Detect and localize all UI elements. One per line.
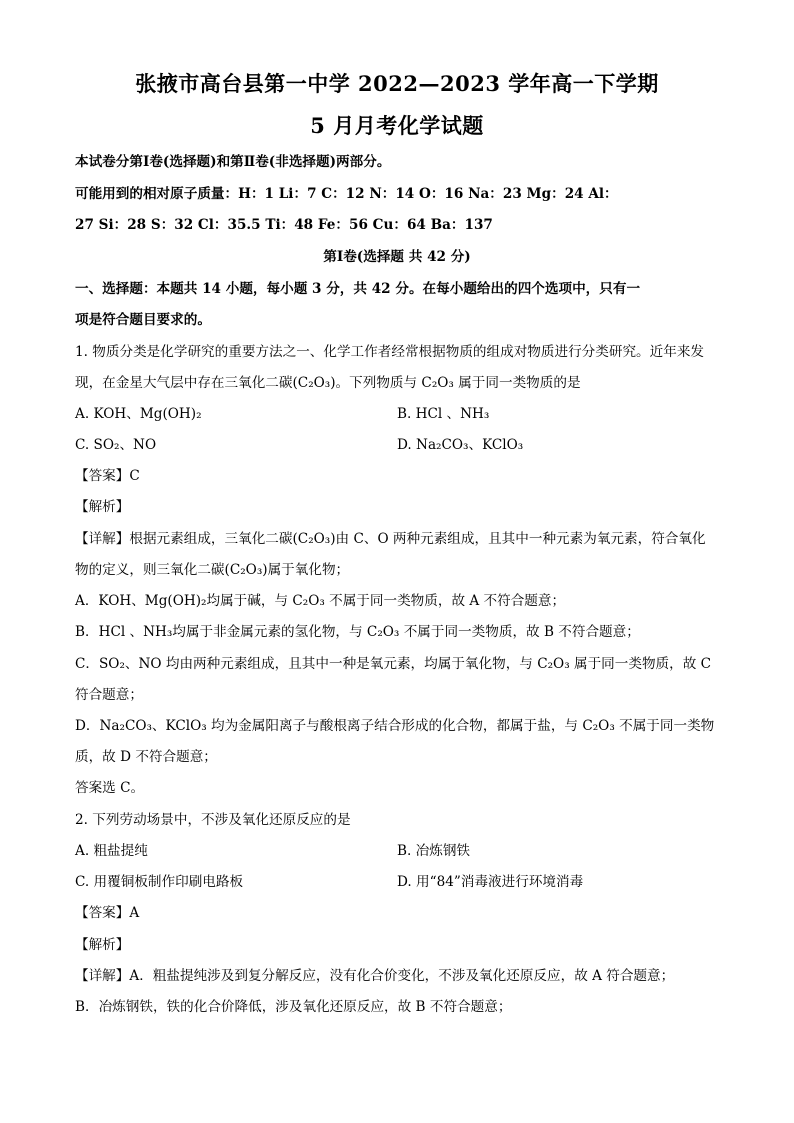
q1-detail-line2: 物的定义，则三氧化二碳(C₂O₃)属于氧化物；	[75, 562, 350, 578]
q1-detail-c1: C．SO₂、NO 均由两种元素组成，且其中一种是氧元素，均属于氧化物，与 C₂O₃ 属于同一类物质，故 C	[75, 656, 712, 672]
q2-option-b: B. 冶炼钢铁	[397, 843, 471, 859]
q1-option-a: A. KOH、Mg(OH)₂	[75, 406, 202, 422]
q2-analysis-label: 【解析】	[75, 937, 130, 953]
q2-option-d: D. 用“84”消毒液进行环境消毒	[397, 874, 584, 890]
q2-option-a: A. 粗盐提纯	[75, 843, 148, 859]
q2-stem: 2. 下列劳动场景中，不涉及氧化还原反应的是	[75, 812, 351, 828]
q1-detail-d1: D．Na₂CO₃、KClO₃ 均为金属阳离子与酸根离子结合形成的化合物，都属于盐，与 C₂O₃ 不属于同一类物	[75, 718, 715, 734]
q2-detail-b: B．冶炼钢铁，铁的化合价降低，涉及氧化还原反应，故 B 不符合题意；	[75, 999, 512, 1015]
q1-detail-a: A．KOH、Mg(OH)₂均属于碱，与 C₂O₃ 不属于同一类物质，故 A 不符合题意；	[75, 593, 566, 609]
q1-option-b: B. HCl 、NH₃	[397, 406, 490, 422]
q1-option-d: D. Na₂CO₃、KClO₃	[397, 437, 524, 453]
q1-detail-d2: 质，故 D 不符合题意；	[75, 749, 217, 765]
q2-detail-a: 【详解】A．粗盐提纯涉及到复分解反应，没有化合价变化，不涉及氧化还原反应，故 A 符合题意；	[75, 968, 675, 984]
q1-answer: 【答案】C	[75, 468, 140, 484]
q1-detail-c2: 符合题意；	[75, 687, 143, 703]
q1-detail-line1: 【详解】根据元素组成，三氧化二碳(C₂O₃)由 C、O 两种元素组成，且其中一种元素为氧元素，符合氧化	[75, 531, 706, 547]
section-instruction-line2: 项是符合题目要求的。	[75, 312, 211, 328]
intro-line: 本试卷分第Ⅰ卷(选择题)和第Ⅱ卷(非选择题)两部分。	[75, 154, 391, 170]
q1-stem-line1: 1. 物质分类是化学研究的重要方法之一、化学工作者经常根据物质的组成对物质进行分类研究。近年来发	[75, 344, 705, 360]
q1-analysis-label: 【解析】	[75, 499, 130, 515]
document-title-line2: 5 月月考化学试题	[310, 113, 484, 138]
document-title-line1: 张掖市高台县第一中学 2022—2023 学年高一下学期	[135, 71, 659, 96]
q2-option-c: C. 用覆铜板制作印刷电路板	[75, 874, 244, 890]
q1-detail-b: B．HCl 、NH₃均属于非金属元素的氢化物，与 C₂O₃ 不属于同一类物质，故 B 不符合题意；	[75, 624, 640, 640]
q2-answer: 【答案】A	[75, 905, 140, 921]
atomic-mass-line2: 27 Si：28 S：32 Cl：35.5 Ti：48 Fe：56 Cu：64 Ba：137	[75, 217, 493, 233]
q1-option-c: C. SO₂、NO	[75, 437, 157, 453]
section-title: 第Ⅰ卷(选择题 共 42 分)	[323, 249, 471, 265]
q1-stem-line2: 现，在金星大气层中存在三氧化二碳(C₂O₃)。下列物质与 C₂O₃ 属于同一类物质的是	[75, 375, 581, 391]
atomic-mass-line1: 可能用到的相对原子质量：H：1 Li：7 C：12 N：14 O：16 Na：23 Mg：24 Al：	[75, 186, 618, 202]
q1-conclusion: 答案选 C。	[75, 780, 145, 796]
section-instruction-line1: 一、选择题：本题共 14 小题，每小题 3 分，共 42 分。在每小题给出的四个选项中，只有一	[75, 281, 641, 297]
